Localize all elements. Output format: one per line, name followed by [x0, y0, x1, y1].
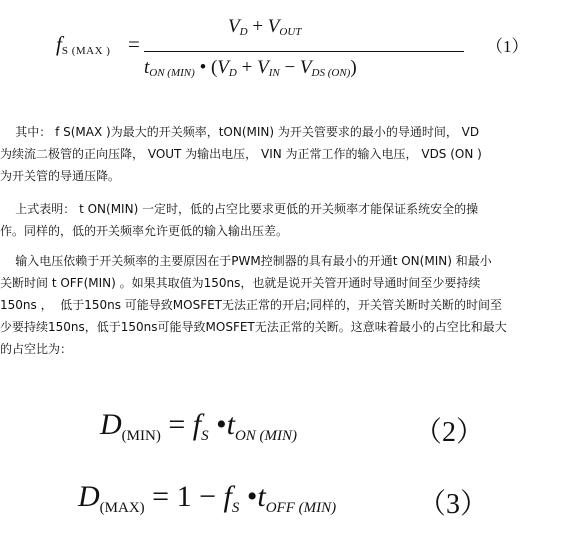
text-line: 少要持续150ns，低于150ns可能导致MOSFET无法正常的关断。这意味着最小的占空比和最大: [0, 320, 507, 334]
paragraph-1: [0, 121, 571, 187]
text-line: 输入电压依赖于开关频率的主要原因在于PWM控制器的具有最小的开通t ON(MIN) 和最小: [0, 254, 492, 268]
equation-3: $D_{(MAX)} = 1 - f_S$ $•t_{OFF (MIN)}$: [78, 480, 337, 516]
eq1-denominator: $t_{ON (MIN)}$ • $(V_D + V_{IN} - V_{DS (ON)})$: [144, 57, 357, 79]
paragraph-2: [0, 198, 571, 242]
eq1-lhs: $f_{S (MAX )}$: [56, 32, 111, 57]
text-line: 其中： f S(MAX )为最大的开关频率，tON(MIN) 为开关管要求的最小的导通时间， VD: [0, 125, 480, 139]
eq2-number: （2）: [414, 417, 485, 448]
eq3-number: （3）: [418, 489, 489, 520]
eq1-number: （1）: [486, 37, 529, 56]
text-line: 为开关管的导通压降。: [0, 169, 121, 183]
text-line: 上式表明： t ON(MIN) 一定时，低的占空比要求更低的开关频率才能保证系统安全的操: [0, 202, 479, 216]
eq1-fraction-bar: [144, 51, 464, 52]
paragraph-3: [0, 250, 571, 360]
equation-2: $D_{(MIN)} = f_S$ $•t_{ON (MIN)}$: [100, 408, 298, 444]
text-line: 的占空比为：: [0, 342, 73, 356]
eq1-numerator: $V_D + V_{OUT}$: [228, 16, 302, 38]
eq1-equals: =: [128, 32, 140, 56]
text-line: 作。同样的，低的开关频率允许更低的输入输出压差。: [0, 224, 289, 238]
text-line: 关断时间 t OFF(MIN) 。如果其取值为150ns，也就是说开关管开通时导通时间至少要持续: [0, 276, 481, 290]
equation-1: [56, 12, 416, 79]
text-line: 为续流二极管的正向压降， VOUT 为输出电压， VIN 为正常工作的输入电压， VDS (ON ): [0, 147, 482, 161]
text-line: 150ns ， 低于150ns 可能导致MOSFET无法正常的开启;同样的，开关管关断时关断的时间至: [0, 298, 503, 312]
